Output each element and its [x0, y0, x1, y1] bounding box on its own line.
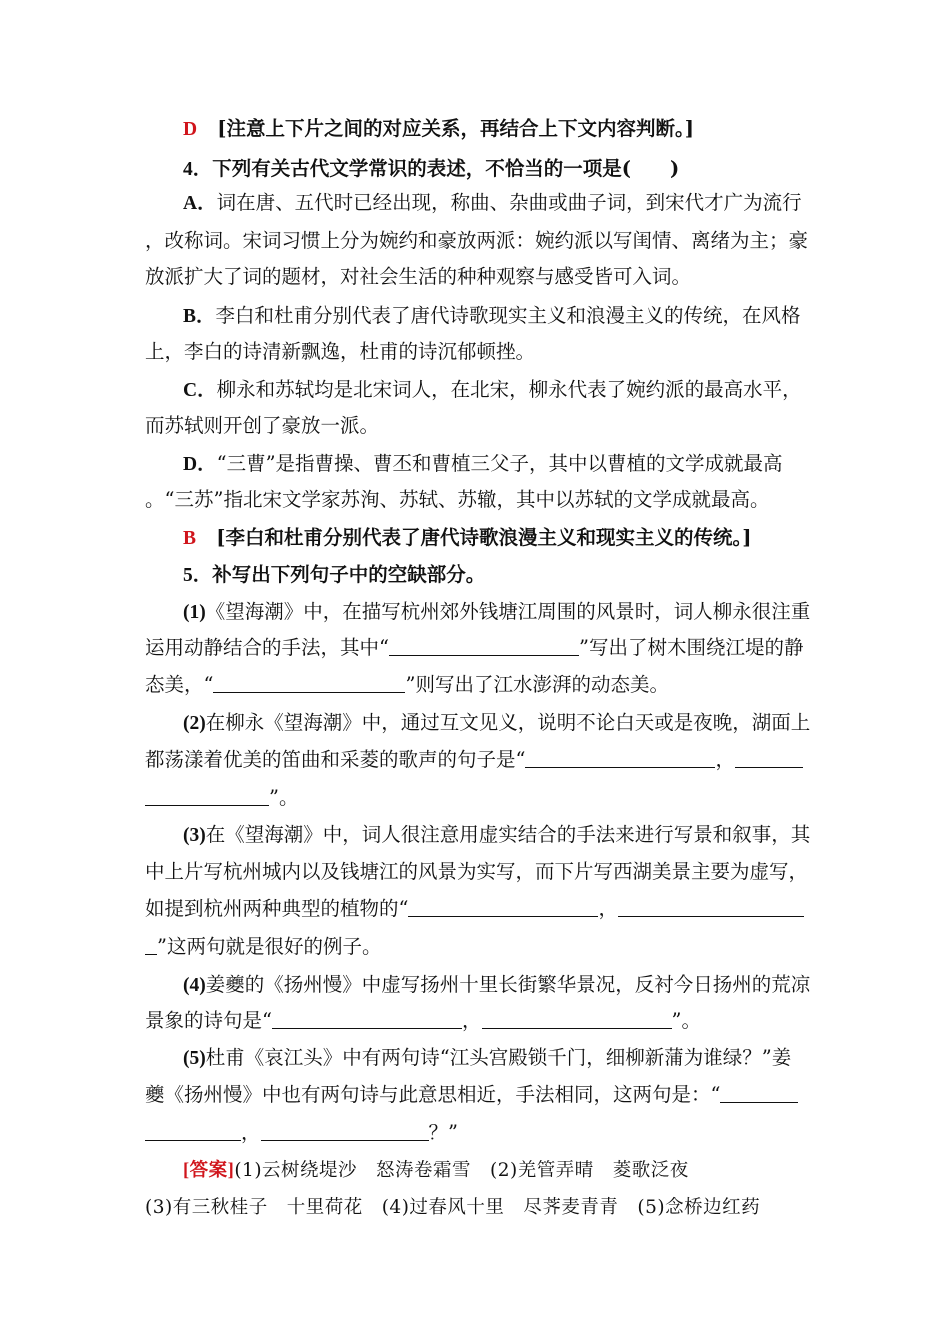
q4-option-a-text: 词在唐、五代时已经出现，称曲、杂曲或曲子词，到宋代才广为流行	[216, 191, 802, 214]
q5-item5-number: (5)	[183, 1048, 206, 1069]
q5-item2-text3b: ”。	[269, 786, 299, 809]
fill-blank[interactable]	[408, 896, 598, 917]
q4-option-c-line2: 而苏轼则开创了豪放一派。	[145, 414, 380, 437]
q4-stem: 下列有关古代文学常识的表述，不恰当的一项是( )	[212, 157, 680, 180]
fill-blank[interactable]	[618, 896, 804, 917]
q5-answer-line1	[183, 1156, 689, 1186]
q5-item4-line2	[145, 1006, 701, 1036]
q5-stem-line	[183, 560, 485, 591]
q5-item4-text2a: 景象的诗句是“	[145, 1009, 272, 1032]
fill-blank[interactable]	[735, 747, 803, 768]
q5-item2-text: 在柳永《望海潮》中，通过互文见义，说明不论白天或是夜晚，湖面上	[205, 711, 811, 734]
q5-item5-text3c: ？”	[428, 1121, 458, 1144]
q5-item4-comma: ，	[461, 1009, 482, 1032]
q5-item5-text: 杜甫《哀江头》中有两句诗“江头宫殿锁千门，细柳新蒲为谁绿？”姜	[205, 1046, 792, 1069]
q5-item3-text4b: ”这两句就是很好的例子。	[157, 935, 382, 958]
q5-item3-text: 在《望海潮》中，词人很注意用虚实结合的手法来进行写景和叙事，其	[205, 823, 811, 846]
q5-item1-text3a: 态美，“	[145, 673, 214, 696]
q5-item2-line1	[183, 708, 810, 739]
q4-option-d-text: “三曹”是指曹操、曹丕和曹植三父子，其中以曹植的文学成就最高	[216, 452, 783, 475]
q5-item3-line4	[145, 932, 381, 962]
q4-number: 4．	[183, 159, 213, 180]
q5-item2-text2a: 都荡漾着优美的笛曲和采菱的歌声的句子是“	[145, 748, 526, 771]
q5-item2-comma: ，	[715, 748, 735, 771]
q4-option-b-line1	[183, 301, 801, 332]
q5-item5-comma: ，	[241, 1121, 261, 1144]
q4-option-b-line2: 上，李白的诗清新飘逸，杜甫的诗沉郁顿挫。	[145, 340, 536, 363]
q5-item1-text2a: 运用动静结合的手法，其中“	[145, 636, 389, 659]
fill-blank[interactable]	[145, 785, 269, 806]
fill-blank[interactable]	[720, 1082, 798, 1103]
q5-item1-line3	[145, 670, 669, 700]
q5-item2-line2	[145, 745, 803, 775]
q4-explanation: [李白和杜甫分别代表了唐代诗歌浪漫主义和现实主义的传统。]	[216, 526, 752, 549]
q5-item3-line2: 中上片写杭州城内以及钱塘江的风景为实写，而下片写西湖美景主要为虚写，	[145, 860, 809, 883]
fill-blank[interactable]	[145, 1120, 241, 1141]
q4-option-c-text: 柳永和苏轼均是北宋词人，在北宋，柳永代表了婉约派的最高水平，	[216, 378, 802, 401]
fill-blank[interactable]	[272, 1008, 462, 1029]
q4-option-c-label: C．	[183, 380, 217, 401]
q5-item1-line1	[183, 597, 810, 628]
q4-option-c-line1	[183, 375, 802, 406]
q5-item4-line1	[183, 970, 810, 1001]
q4-stem-line	[183, 154, 679, 185]
q5-item4-number: (4)	[183, 975, 206, 996]
q5-answer-text1: (1)云树绕堤沙 怒涛卷霜雪 (2)羌管弄晴 菱歌泛夜	[234, 1160, 689, 1181]
q4-option-a-line2: ，改称词。宋词习惯上分为婉约和豪放两派：婉约派以写闺情、离绪为主；豪	[145, 229, 809, 252]
q5-item3-comma: ，	[598, 897, 618, 920]
q5-answer-line2: (3)有三秋桂子 十里荷花 (4)过春风十里 尽荠麦青青 (5)念桥边红药	[145, 1197, 761, 1218]
q5-item5-text2a: 夔《扬州慢》中也有两句诗与此意思相近，手法相同，这两句是：“	[145, 1083, 721, 1106]
q4-option-b-label: B．	[183, 306, 216, 327]
q5-item5-line1	[183, 1043, 791, 1074]
q4-option-d-label: D．	[183, 454, 217, 475]
q5-item2-number: (2)	[183, 713, 206, 734]
q3-explanation: [注意上下片之间的对应关系，再结合上下文内容判断。]	[217, 117, 694, 140]
q5-item1-text2b: ”写出了树木围绕江堤的静	[578, 636, 804, 659]
q4-option-b-text: 李白和杜甫分别代表了唐代诗歌现实主义和浪漫主义的传统，在风格	[215, 304, 801, 327]
q5-item1-text3b: ”则写出了江水澎湃的动态美。	[405, 673, 669, 696]
fill-blank[interactable]	[389, 635, 579, 656]
q4-answer-line	[183, 523, 751, 554]
q4-option-a-label: A．	[183, 193, 217, 214]
q4-option-d-line2: 。“三苏”指北宋文学家苏洵、苏轼、苏辙，其中以苏轼的文学成就最高。	[145, 488, 770, 511]
q5-item3-line3	[145, 894, 804, 924]
q5-item3-number: (3)	[183, 825, 206, 846]
q5-item3-text3a: 如提到杭州两种典型的植物的“	[145, 897, 409, 920]
q4-option-a-line1	[183, 188, 802, 219]
q5-item2-line3	[145, 783, 298, 813]
q5-number: 5．	[183, 565, 213, 586]
q3-answer-letter: D	[183, 119, 198, 140]
q5-item1-text: 《望海潮》中，在描写杭州郊外钱塘江周围的风景时，词人柳永很注重	[205, 600, 811, 623]
fill-blank[interactable]	[145, 934, 157, 955]
q5-item5-line3	[145, 1118, 458, 1148]
fill-blank[interactable]	[213, 672, 405, 693]
fill-blank[interactable]	[525, 747, 715, 768]
q5-item1-line2	[145, 633, 803, 663]
q4-option-a-line3: 放派扩大了词的题材，对社会生活的种种观察与感受皆可入词。	[145, 265, 692, 288]
q5-item4-text2c: ”。	[671, 1009, 701, 1032]
answer-tag: [答案]	[183, 1161, 235, 1181]
q5-item5-line2	[145, 1080, 798, 1110]
fill-blank[interactable]	[482, 1008, 672, 1029]
q5-stem: 补写出下列句子中的空缺部分。	[212, 563, 486, 586]
q4-option-d-line1	[183, 449, 783, 480]
q4-answer-letter: B	[183, 528, 197, 549]
q5-item1-number: (1)	[183, 602, 206, 623]
q5-item4-text: 姜夔的《扬州慢》中虚写扬州十里长街繁华景况，反衬今日扬州的荒凉	[205, 973, 811, 996]
fill-blank[interactable]	[261, 1120, 429, 1141]
q3-answer-line	[183, 114, 694, 145]
q5-item3-line1	[183, 820, 810, 851]
